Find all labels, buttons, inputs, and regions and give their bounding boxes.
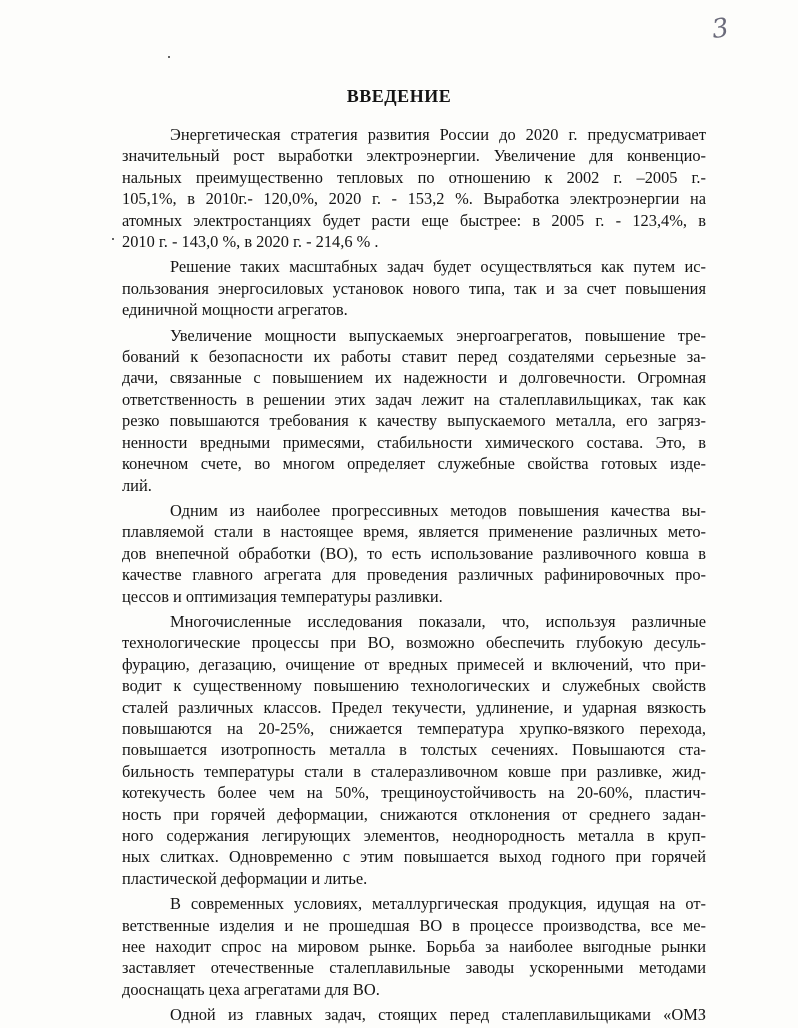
paragraph [122,256,706,320]
text-line: ненности вредными примесями, стабильности химического состава. Это, в [122,432,706,452]
text-line: Решение таких масштабных задач будет осуществляться как путем ис- [170,257,706,277]
text-line: лий. [122,475,152,495]
text-line: нальных преимущественно тепловых по отношению к 2002 г. –2005 г.- [122,167,706,187]
text-line: единичной мощности агрегатов. [122,300,348,320]
text-line: ветственные изделия и не прошедшая ВО в процессе производства, все ме- [122,915,706,935]
text-line: Одним из наиболее прогрессивных методов повышения качества вы- [170,500,706,520]
scan-speck [168,56,170,58]
text-line: дачи, связанные с повышением их надежности и долговечности. Огромная [122,368,706,388]
text-line: атомных электростанциях будет расти еще быстрее: в 2005 г. - 123,4%, в [122,210,706,230]
scan-speck [112,238,114,240]
text-line: резко повышаются требования к качеству выпускаемого металла, его загряз- [122,411,706,431]
page-number: 3 [709,12,731,46]
text-line: плавляемой стали в настоящее время, является применение различных мето- [122,522,706,542]
text-line: пользования энергосиловых установок нового типа, так и за счет повышения [122,278,706,298]
text-line: сталей различных классов. Предел текучести, удлинение, и ударная вязкость [122,697,706,717]
text-line: ность при горячей деформации, снижаются отклонения от среднего задан- [122,804,706,824]
text-line: повышается изотропность металла в толстых сечениях. Повышаются ста- [122,740,706,760]
text-line: качестве главного агрегата для проведения различных рафинировочных про- [122,565,706,585]
text-line: цессов и оптимизация температуры разливки. [122,586,443,606]
text-line: ответственность в решении этих задач лежит на сталеплавильщиках, так как [122,389,706,409]
text-line: Энергетическая стратегия развития России до 2020 г. предусматривает [170,125,706,144]
paragraph [122,500,706,607]
text-line: ных слитках. Одновременно с этим повышается выход годного при горячей [122,847,706,867]
paragraph [122,611,706,889]
paragraph [122,893,706,1000]
text-line: пластической деформации и литье. [122,868,368,888]
text-line: повышаются на 20-25%, снижается температура хрупко-вязкого перехода, [122,718,706,738]
text-line: 2010 г. - 143,0 %, в 2020 г. - 214,6 % . [122,232,379,252]
text-line: водит к существенному повышению технологических и служебных свойств [122,676,706,696]
paragraph [122,124,706,252]
text-line: Увеличение мощности выпускаемых энергоагрегатов, повышение тре- [170,325,706,345]
text-line: В современных условиях, металлургическая продукция, идущая на от- [170,894,706,914]
text-line: заставляет отечественные сталеплавильные заводы ускоренными методами [122,958,706,978]
text-line: Многочисленные исследования показали, что, используя различные [170,611,706,631]
text-line: Одной из главных задач, стоящих перед сталеплавильщиками «ОМЗ [170,1005,706,1025]
text-line: бильность температуры стали в сталеразливочном ковше при разливке, жид- [122,761,706,781]
text-line: 105,1%, в 2010г.- 120,0%, 2020 г. - 153,2 %. Выработка электроэнергии на [122,189,706,209]
text-line: значительный рост выработки электроэнергии. Увеличение для конвенцио- [122,146,706,166]
text-line: дооснащать цеха агрегатами для ВО. [122,979,380,999]
text-line: конечном счете, во многом определяет служебные свойства готовых изде- [122,454,706,474]
paragraph [122,1004,706,1025]
text-line: фурацию, дегазацию, очищение от вредных примесей и включений, что при- [122,654,706,674]
body-text [122,124,706,1030]
text-line: нее находит спрос на мировом рынке. Борьба за наиболее выгодные рынки [122,937,706,957]
section-title: ВВЕДЕНИЕ [346,86,452,106]
text-line: дов внепечной обработки (ВО), то есть использование разливочного ковша в [122,543,706,563]
text-line: бований к безопасности их работы ставит перед создателями серьезные за- [122,347,706,367]
text-line: технологические процессы при ВО, возможно обеспечить глубокую десуль- [122,633,706,653]
text-line: ного содержания легирующих элементов, неоднородность металла в круп- [122,826,706,845]
paragraph [122,325,706,496]
text-line: котекучесть более чем на 50%, трещиноустойчивость на 20-60%, пластич- [122,783,706,803]
